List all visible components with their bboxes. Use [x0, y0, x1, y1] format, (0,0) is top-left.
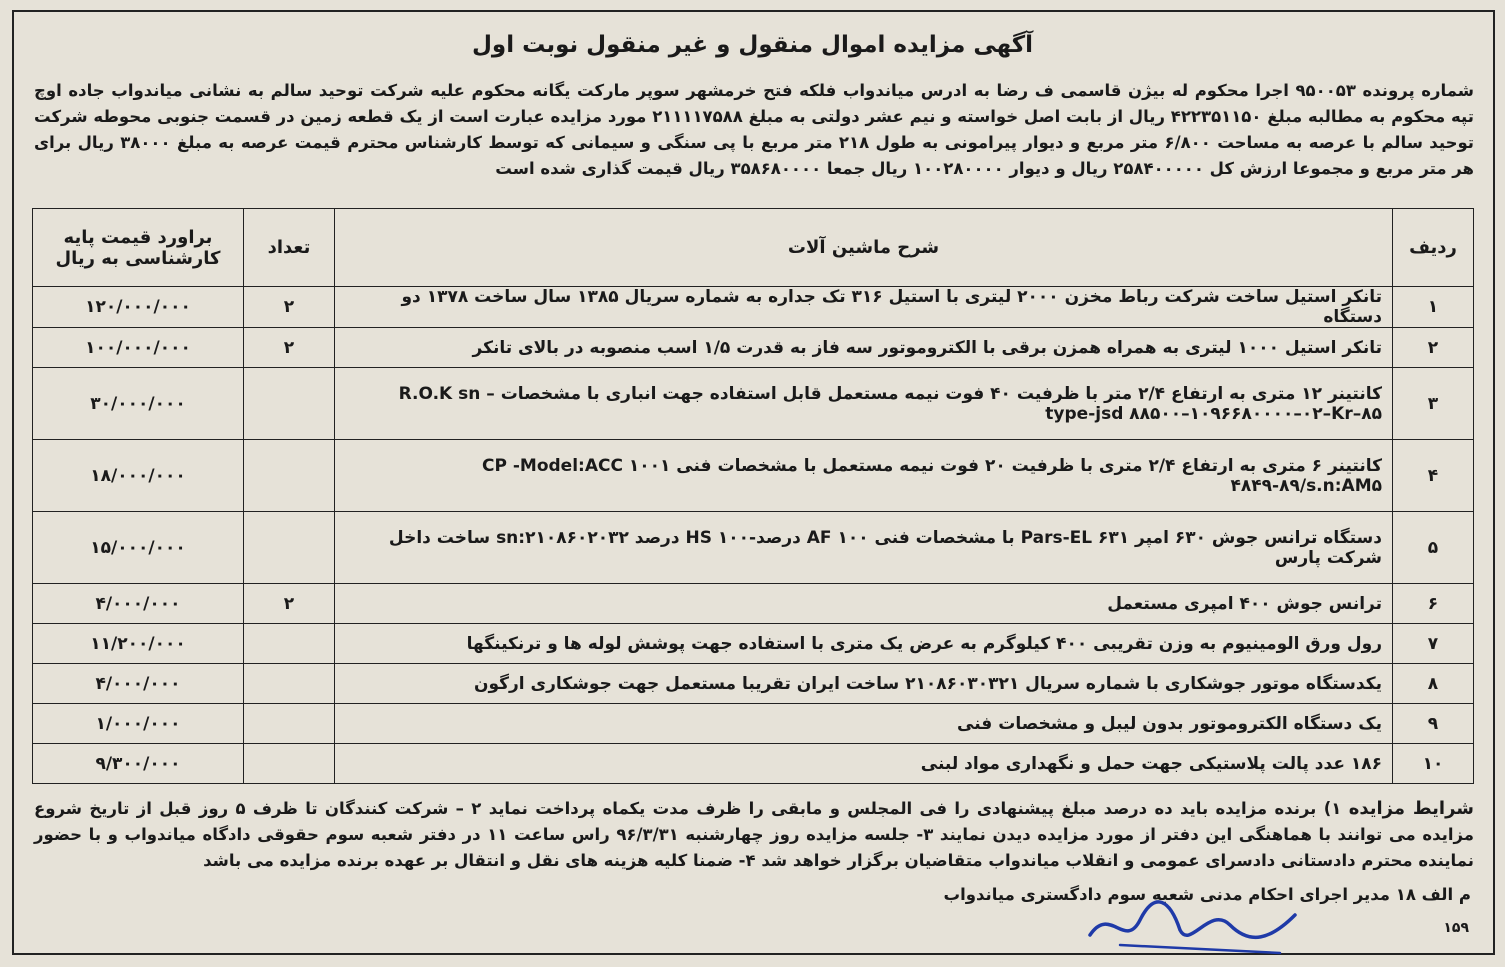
conditions-label: شرایط مزایده	[1348, 798, 1474, 819]
signature-line: م الف ۱۸ مدیر اجرای احکام مدنی شعبه سوم دادگستری میاندواب	[943, 885, 1471, 904]
row-description: یک دستگاه الکتروموتور بدون لیبل و مشخصات فنی	[335, 704, 1393, 744]
table-row	[33, 664, 1474, 704]
row-number: ۶	[1393, 584, 1474, 624]
row-price: ۱۸/۰۰۰/۰۰۰	[33, 440, 244, 512]
row-price: ۹/۳۰۰/۰۰۰	[33, 744, 244, 784]
page-number: ۱۵۹	[1443, 920, 1469, 936]
row-quantity: ۲	[244, 328, 335, 368]
row-price: ۱۰۰/۰۰۰/۰۰۰	[33, 328, 244, 368]
row-quantity	[244, 624, 335, 664]
table-header-row	[33, 209, 1474, 287]
table-row	[33, 368, 1474, 440]
row-price: ۱۲۰/۰۰۰/۰۰۰	[33, 287, 244, 328]
row-quantity	[244, 368, 335, 440]
notice-intro: شماره پرونده ۹۵۰۰۵۳ اجرا محکوم له بیژن قاسمی ف رضا به ادرس میاندواب فلکه فتح خرمشهر سوپر مارکت یگانه محکوم علیه شرکت توحید سالم به نشانی میاندواب جاده اوچ تپه محکوم به مطالبه مبلغ ۴۲۲۳۵۱۱۵۰ ریال از بابت اصل خواسته و نیم عشر دولتی به مبلغ ۲۱۱۱۱۷۵۸۸ مورد مزایده عبارت است از یک قطعه زمین در قسمت جنوبی محوطه شرکت توحید سالم با عرصه به مساحت ۶/۸۰۰ متر مربع و دیوار پیرامونی به طول ۲۱۸ متر مربع با پی سنگی و سیمانی که توسط کارشناس محترم قیمت عرصه به مبلغ ۳۸۰۰۰ ریال برای هر متر مربع و مجموعا ارزش کل ۲۵۸۴۰۰۰۰۰ ریال و دیوار ۱۰۰۲۸۰۰۰۰ ریال جمعا ۳۵۸۶۸۰۰۰۰ ریال قیمت گذاری شده است	[34, 81, 1475, 178]
row-number: ۸	[1393, 664, 1474, 704]
row-number: ۴	[1393, 440, 1474, 512]
table-row	[33, 328, 1474, 368]
row-price: ۴/۰۰۰/۰۰۰	[33, 664, 244, 704]
row-price: ۱۱/۲۰۰/۰۰۰	[33, 624, 244, 664]
table-row	[33, 512, 1474, 584]
header-row-number: ردیف	[1393, 209, 1474, 287]
row-description: رول ورق الومینیوم به وزن تقریبی ۴۰۰ کیلوگرم به عرض یک متری با استفاده جهت پوشش لوله ها و ترنکینگها	[335, 624, 1393, 664]
auction-conditions	[34, 796, 1474, 874]
conditions-text: ۱) برنده مزایده باید ده درصد مبلغ پیشنهادی را فی المجلس و مابقی را ظرف مدت یکماه پرداخت نماید ۲ – شرکت کنندگان تا ظرف ۵ روز قبل از تاریخ شروع مزایده می توانند با هماهنگی این دفتر از مورد مزایده دیدن نمایند ۳- جلسه مزایده روز چهارشنبه ۹۶/۳/۳۱ راس ساعت ۱۱ در دفتر شعبه سوم حقوقی دادگاه میاندواب و با حضور نماینده محترم دادستانی دادسرای عمومی و انقلاب میاندواب متقاضیان برگزار خواهد شد ۴- ضمنا کلیه هزینه های نقل و انتقال بر عهده برنده مزایده می باشد	[34, 799, 1474, 870]
row-description: کانتینر ۱۲ متری به ارتفاع ۲/۴ متر با ظرفیت ۴۰ فوت نیمه مستعمل قابل استفاده جهت انباری با مشخصات R.O.K sn – type-jsd ۸۸۵۰۰–۱۰۹۶۶۸۰۰۰۰–۰۲–Kr–۸۵	[335, 368, 1393, 440]
table-row	[33, 744, 1474, 784]
row-quantity	[244, 664, 335, 704]
row-number: ۹	[1393, 704, 1474, 744]
row-description: تانکر استیل ساخت شرکت رباط مخزن ۲۰۰۰ لیتری با استیل ۳۱۶ تک جداره به شماره سریال ۱۳۸۵ سال ساخت ۱۳۷۸ دو دستگاه	[335, 287, 1393, 328]
row-number: ۱	[1393, 287, 1474, 328]
row-price: ۳۰/۰۰۰/۰۰۰	[33, 368, 244, 440]
row-price: ۱/۰۰۰/۰۰۰	[33, 704, 244, 744]
row-description: یکدستگاه موتور جوشکاری با شماره سریال ۲۱۰۸۶۰۳۰۳۲۱ ساخت ایران تقریبا مستعمل جهت جوشکاری ارگون	[335, 664, 1393, 704]
row-price: ۱۵/۰۰۰/۰۰۰	[33, 512, 244, 584]
row-quantity	[244, 704, 335, 744]
row-number: ۷	[1393, 624, 1474, 664]
row-quantity	[244, 512, 335, 584]
row-quantity	[244, 440, 335, 512]
row-description: دستگاه ترانس جوش ۶۳۰ امپر Pars-EL ۶۳۱ با مشخصات فنی AF ۱۰۰ درصد-HS ۱۰۰ درصد ۲۱۰۸۶۰۲۰۳۲:sn ساخت داخل شرکت پارس	[335, 512, 1393, 584]
row-number: ۱۰	[1393, 744, 1474, 784]
table-row	[33, 704, 1474, 744]
row-description: کانتینر ۶ متری به ارتفاع ۲/۴ متری با ظرفیت ۲۰ فوت نیمه مستعمل با مشخصات فنی CP -Model:ACC ۱۰۰۱ ۴۸۴۹-۸۹/s.n:AM۵	[335, 440, 1393, 512]
row-number: ۳	[1393, 368, 1474, 440]
items-table	[32, 208, 1474, 784]
header-description: شرح ماشین آلات	[335, 209, 1393, 287]
header-quantity: تعداد	[244, 209, 335, 287]
handwritten-mark-icon	[1080, 895, 1300, 955]
table-row	[33, 287, 1474, 328]
row-number: ۲	[1393, 328, 1474, 368]
row-price: ۴/۰۰۰/۰۰۰	[33, 584, 244, 624]
row-description: تانکر استیل ۱۰۰۰ لیتری به همراه همزن برقی با الکتروموتور سه فاز به قدرت ۱/۵ اسب منصوبه در بالای تانکر	[335, 328, 1393, 368]
row-number: ۵	[1393, 512, 1474, 584]
row-quantity	[244, 744, 335, 784]
row-description: ترانس جوش ۴۰۰ امپری مستعمل	[335, 584, 1393, 624]
table-row	[33, 440, 1474, 512]
notice-title: آگهی مزایده اموال منقول و غیر منقول نوبت اول	[471, 32, 1034, 58]
row-quantity: ۲	[244, 287, 335, 328]
header-price: براورد قیمت پایه کارشناسی به ریال	[33, 209, 244, 287]
table-row	[33, 584, 1474, 624]
table-row	[33, 624, 1474, 664]
row-description: ۱۸۶ عدد پالت پلاستیکی جهت حمل و نگهداری مواد لبنی	[335, 744, 1393, 784]
row-quantity: ۲	[244, 584, 335, 624]
